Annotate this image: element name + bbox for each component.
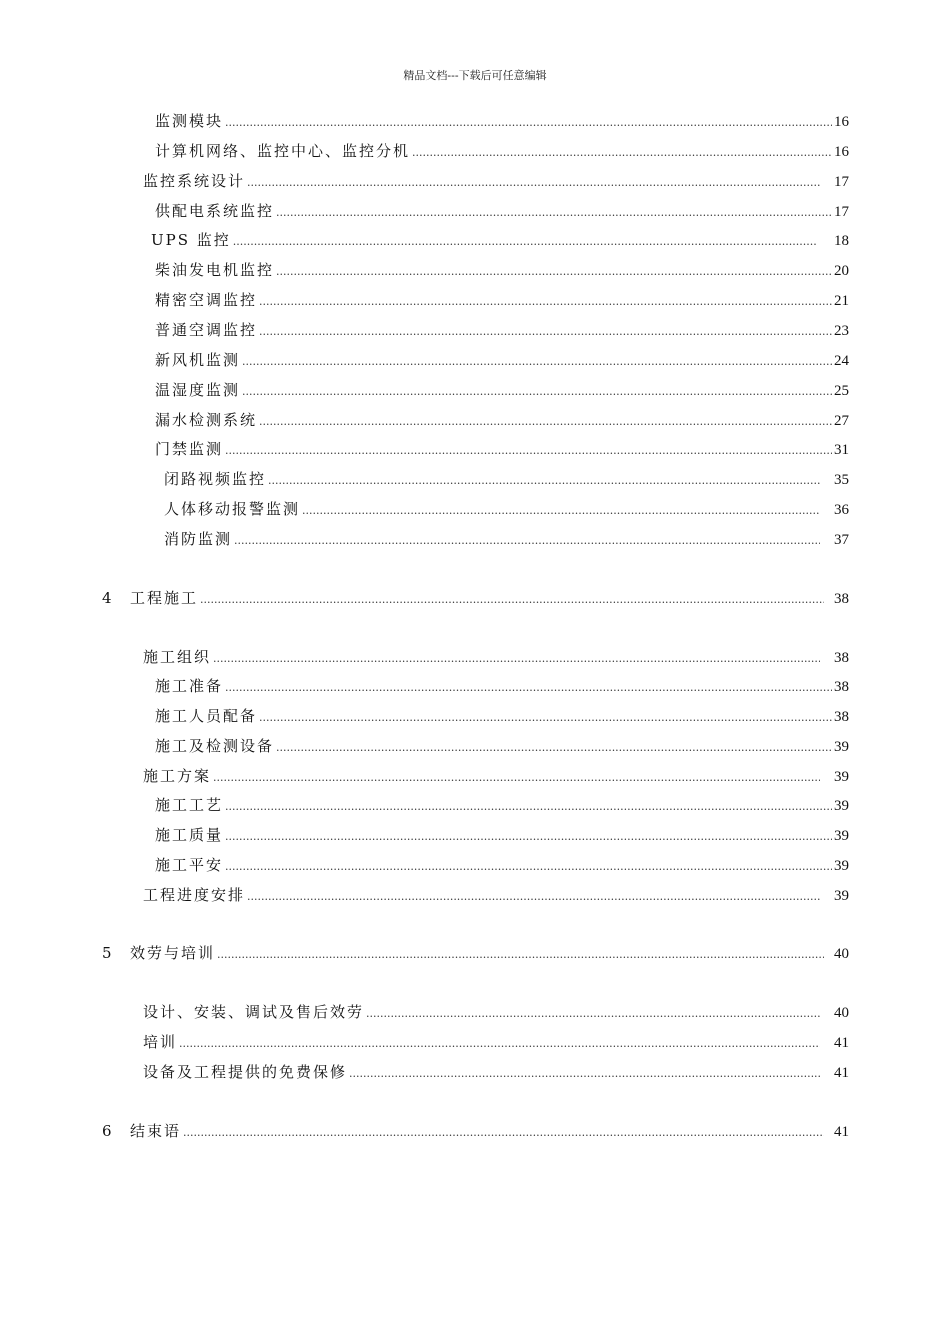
- toc-entry[interactable]: [151, 230, 849, 250]
- toc-entry-title: 人体移动报警监测: [164, 500, 301, 518]
- toc-chapter-entry[interactable]: [102, 588, 849, 608]
- toc-entry-title: 结束语: [130, 1122, 182, 1140]
- toc-entry-page: 25: [834, 383, 849, 399]
- toc-entry-title: UPS 监控: [151, 231, 231, 249]
- toc-leader-dots: [225, 827, 832, 847]
- toc-entry[interactable]: [155, 320, 849, 340]
- toc-entry-page: 41: [834, 1065, 849, 1081]
- toc-entry[interactable]: [143, 1002, 849, 1022]
- toc-entry[interactable]: [143, 1032, 849, 1052]
- page-header: 精品文档---下载后可任意编辑: [403, 69, 547, 82]
- toc-leader-dots: [183, 1123, 824, 1143]
- toc-entry-page: 38: [834, 709, 849, 725]
- toc-leader-dots: [225, 797, 832, 817]
- toc-leader-dots: [213, 768, 820, 788]
- toc-entry-page: 38: [834, 650, 849, 666]
- toc-entry-page: 41: [834, 1124, 849, 1140]
- toc-entry-title: 设计、安装、调试及售后效劳: [143, 1003, 365, 1021]
- toc-entry[interactable]: [155, 350, 849, 370]
- toc-entry[interactable]: [155, 380, 849, 400]
- toc-entry-page: 36: [834, 502, 849, 518]
- toc-entry-page: 27: [834, 413, 849, 429]
- toc-entry-page: 35: [834, 472, 849, 488]
- toc-entry-title: 消防监测: [164, 530, 233, 548]
- toc-entry-title: 施工准备: [155, 677, 224, 695]
- toc-entry-title: 效劳与培训: [130, 944, 216, 962]
- toc-entry-title: 施工工艺: [155, 796, 224, 814]
- toc-entry-page: 16: [834, 144, 849, 160]
- toc-leader-dots: [213, 649, 820, 669]
- toc-leader-dots: [302, 501, 820, 521]
- toc-leader-dots: [412, 143, 832, 163]
- toc-leader-dots: [200, 590, 824, 610]
- toc-leader-dots: [217, 945, 824, 965]
- toc-entry-title: 施工平安: [155, 856, 224, 874]
- toc-leader-dots: [366, 1004, 820, 1024]
- toc-entry[interactable]: [164, 469, 849, 489]
- toc-entry-title: 施工组织: [143, 648, 212, 666]
- toc-chapter-entry[interactable]: [102, 943, 849, 963]
- toc-leader-dots: [242, 352, 832, 372]
- toc-entry-page: 37: [834, 532, 849, 548]
- toc-entry-page: 41: [834, 1035, 849, 1051]
- toc-entry-title: 培训: [143, 1033, 178, 1051]
- toc-entry-page: 39: [834, 858, 849, 874]
- toc-entry-page: 18: [834, 233, 849, 249]
- toc-entry[interactable]: [155, 736, 849, 756]
- toc-entry-page: 20: [834, 263, 849, 279]
- toc-entry[interactable]: [143, 1062, 849, 1082]
- toc-entry[interactable]: [155, 201, 849, 221]
- toc-entry-page: 39: [834, 828, 849, 844]
- toc-leader-dots: [259, 322, 832, 342]
- toc-entry-page: 39: [834, 769, 849, 785]
- toc-entry-title: 施工及检测设备: [155, 737, 275, 755]
- toc-leader-dots: [242, 382, 832, 402]
- toc-entry[interactable]: [164, 499, 849, 519]
- toc-entry-page: 17: [834, 174, 849, 190]
- toc-entry-title: 闭路视频监控: [164, 470, 267, 488]
- toc-entry[interactable]: [155, 141, 849, 161]
- toc-leader-dots: [276, 738, 832, 758]
- toc-chapter-number: 4: [102, 589, 112, 607]
- toc-leader-dots: [276, 203, 832, 223]
- toc-entry-title: 温湿度监测: [155, 381, 241, 399]
- toc-entry[interactable]: [155, 260, 849, 280]
- toc-leader-dots: [233, 232, 816, 252]
- toc-leader-dots: [225, 857, 832, 877]
- toc-leader-dots: [247, 887, 820, 907]
- toc-entry-title: 工程施工: [130, 589, 199, 607]
- toc-entry[interactable]: [155, 290, 849, 310]
- toc-entry-title: 计算机网络、监控中心、监控分机: [155, 142, 411, 160]
- toc-entry-title: 施工质量: [155, 826, 224, 844]
- toc-leader-dots: [259, 412, 832, 432]
- toc-entry-title: 监控系统设计: [143, 172, 246, 190]
- toc-entry-page: 21: [834, 293, 849, 309]
- toc-entry-page: 39: [834, 798, 849, 814]
- toc-entry-title: 新风机监测: [155, 351, 241, 369]
- toc-entry[interactable]: [155, 825, 849, 845]
- toc-chapter-number: 5: [102, 944, 112, 962]
- toc-entry-title: 工程进度安排: [143, 886, 246, 904]
- toc-entry-title: 设备及工程提供的免费保修: [143, 1063, 348, 1081]
- toc-entry[interactable]: [155, 706, 849, 726]
- toc-entry-page: 38: [834, 591, 849, 607]
- toc-entry-page: 23: [834, 323, 849, 339]
- toc-entry-title: 普通空调监控: [155, 321, 258, 339]
- toc-entry-page: 38: [834, 679, 849, 695]
- toc-entry[interactable]: [155, 410, 849, 430]
- toc-entry-page: 39: [834, 888, 849, 904]
- toc-entry[interactable]: [155, 855, 849, 875]
- toc-entry[interactable]: [155, 795, 849, 815]
- toc-entry-title: 监测模块: [155, 112, 224, 130]
- toc-leader-dots: [276, 262, 832, 282]
- toc-entry[interactable]: [143, 885, 849, 905]
- toc-entry-title: 供配电系统监控: [155, 202, 275, 220]
- toc-entry-title: 精密空调监控: [155, 291, 258, 309]
- toc-leader-dots: [259, 708, 832, 728]
- toc-leader-dots: [234, 531, 820, 551]
- toc-entry[interactable]: [155, 439, 849, 459]
- toc-entry-page: 31: [834, 442, 849, 458]
- toc-entry-title: 施工方案: [143, 767, 212, 785]
- toc-chapter-number: 6: [102, 1122, 112, 1140]
- toc-entry[interactable]: [143, 647, 849, 667]
- toc-leader-dots: [259, 292, 832, 312]
- toc-entry-page: 40: [834, 1005, 849, 1021]
- toc-entry-page: 24: [834, 353, 849, 369]
- toc-entry[interactable]: [164, 529, 849, 549]
- toc-entry-page: 16: [834, 114, 849, 130]
- toc-entry-title: 门禁监测: [155, 440, 224, 458]
- toc-leader-dots: [179, 1034, 820, 1054]
- toc-entry[interactable]: [155, 111, 849, 131]
- toc-leader-dots: [225, 678, 832, 698]
- toc-chapter-entry[interactable]: [102, 1121, 849, 1141]
- toc-entry-title: 施工人员配备: [155, 707, 258, 725]
- toc-entry[interactable]: [143, 171, 849, 191]
- toc-leader-dots: [349, 1064, 820, 1084]
- toc-entry-page: 39: [834, 739, 849, 755]
- toc-leader-dots: [225, 441, 832, 461]
- toc-entry[interactable]: [155, 676, 849, 696]
- toc-leader-dots: [225, 113, 832, 133]
- toc-entry[interactable]: [143, 766, 849, 786]
- toc-leader-dots: [247, 173, 820, 193]
- toc-entry-title: 漏水检测系统: [155, 411, 258, 429]
- toc-entry-page: 17: [834, 204, 849, 220]
- toc-entry-page: 40: [834, 946, 849, 962]
- toc-leader-dots: [268, 471, 820, 491]
- toc-entry-title: 柴油发电机监控: [155, 261, 275, 279]
